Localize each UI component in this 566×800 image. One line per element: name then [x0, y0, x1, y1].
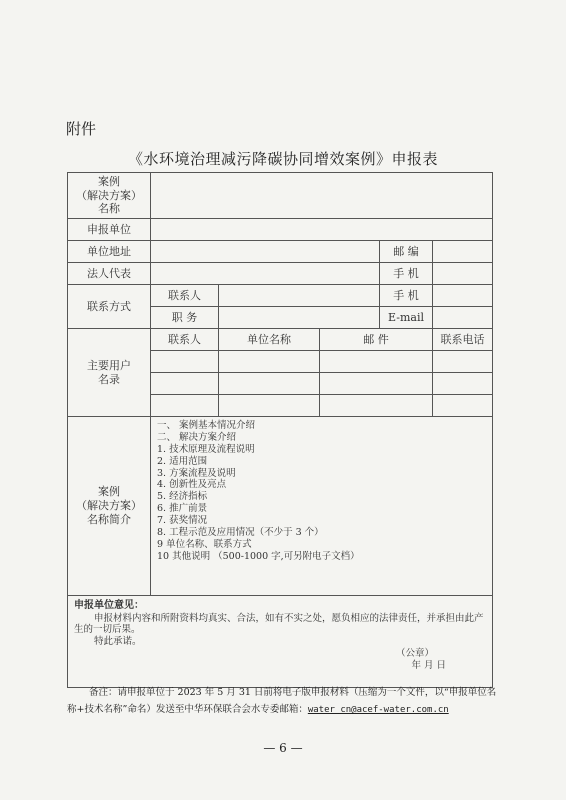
users-cell[interactable]	[433, 373, 493, 395]
main-users-label: 主要用户 名录	[68, 329, 151, 417]
position-field[interactable]	[219, 307, 380, 329]
users-cell[interactable]	[151, 373, 219, 395]
postcode-field[interactable]	[433, 241, 493, 263]
users-header-company: 单位名称	[219, 329, 320, 351]
intro-item: 3. 方案流程及说明	[157, 467, 236, 479]
contact-phone-field[interactable]	[433, 285, 493, 307]
case-name-label: 案例 （解决方案） 名称	[68, 173, 151, 219]
users-cell[interactable]	[219, 351, 320, 373]
official-seal-label: （公章）	[396, 648, 435, 660]
opinion-text: 申报材料内容和所附资料均真实、合法，如有不实之处，愿负相应的法律责任，并承担由此产生的一切后果。	[74, 612, 484, 636]
users-cell[interactable]	[151, 395, 219, 417]
contact-person-label: 联系人	[151, 285, 219, 307]
applicant-opinion[interactable]	[68, 596, 493, 688]
intro-item: 2. 适用范围	[157, 455, 208, 467]
position-label: 职 务	[151, 307, 219, 329]
users-header-phone: 联系电话	[433, 329, 493, 351]
users-cell[interactable]	[433, 395, 493, 417]
users-header-contact: 联系人	[151, 329, 219, 351]
email-label: E-mail	[380, 307, 433, 329]
address-label: 单位地址	[68, 241, 151, 263]
legal-rep-field[interactable]	[151, 263, 380, 285]
intro-label: 案例 （解决方案） 名称简介	[68, 417, 151, 596]
phone-label: 手 机	[380, 263, 433, 285]
intro-item: 4. 创新性及亮点	[157, 479, 227, 491]
users-cell[interactable]	[219, 373, 320, 395]
legal-rep-label: 法人代表	[68, 263, 151, 285]
intro-item: 8. 工程示范及应用情况（不少于 3 个）	[157, 526, 324, 538]
intro-item: 10 其他说明 （500-1000 字,可另附电子文档）	[157, 550, 360, 562]
application-form-table	[67, 172, 493, 688]
users-cell[interactable]	[320, 395, 433, 417]
intro-item: 1. 技术原理及流程说明	[157, 443, 255, 455]
users-cell[interactable]	[320, 351, 433, 373]
remark-text: 备注：请申报单位于 2023 年 5 月 31 日前将电子版申报材料（压缩为一个文件，以“申报单位名称+技术名称”命名）发送至中华环保联合会水专委邮箱：	[67, 687, 497, 715]
email-field[interactable]	[433, 307, 493, 329]
users-header-email: 邮 件	[320, 329, 433, 351]
intro-item: 一、 案例基本情况介绍	[157, 420, 256, 431]
phone-field[interactable]	[433, 263, 493, 285]
applicant-label: 申报单位	[68, 219, 151, 241]
users-cell[interactable]	[320, 373, 433, 395]
attachment-label: 附件	[66, 120, 97, 138]
contact-email-link[interactable]: water_cn@acef-water.com.cn	[307, 705, 449, 715]
intro-item: 7. 获奖情况	[157, 515, 208, 526]
opinion-promise: 特此承诺。	[94, 636, 142, 648]
opinion-title: 申报单位意见：	[74, 600, 144, 611]
postcode-label: 邮 编	[380, 241, 433, 263]
intro-item: 二、 解决方案介绍	[157, 431, 237, 443]
intro-item: 6. 推广前景	[157, 503, 208, 515]
users-cell[interactable]	[219, 395, 320, 417]
form-title: 《水环境治理减污降碳协同增效案例》申报表	[127, 150, 438, 168]
page-number: — 6 —	[263, 741, 303, 755]
contact-person-field[interactable]	[219, 285, 380, 307]
contact-label: 联系方式	[68, 285, 151, 329]
address-field[interactable]	[151, 241, 380, 263]
date-label: 年 月 日	[411, 660, 447, 671]
users-cell[interactable]	[433, 351, 493, 373]
applicant-field[interactable]	[151, 219, 493, 241]
users-cell[interactable]	[151, 351, 219, 373]
intro-item: 5. 经济指标	[157, 491, 208, 503]
case-name-field[interactable]	[151, 173, 493, 219]
intro-outline[interactable]	[151, 417, 493, 596]
intro-item: 9 单位名称、联系方式	[157, 538, 252, 550]
contact-phone-label: 手 机	[380, 285, 433, 307]
remark-note	[67, 684, 497, 719]
